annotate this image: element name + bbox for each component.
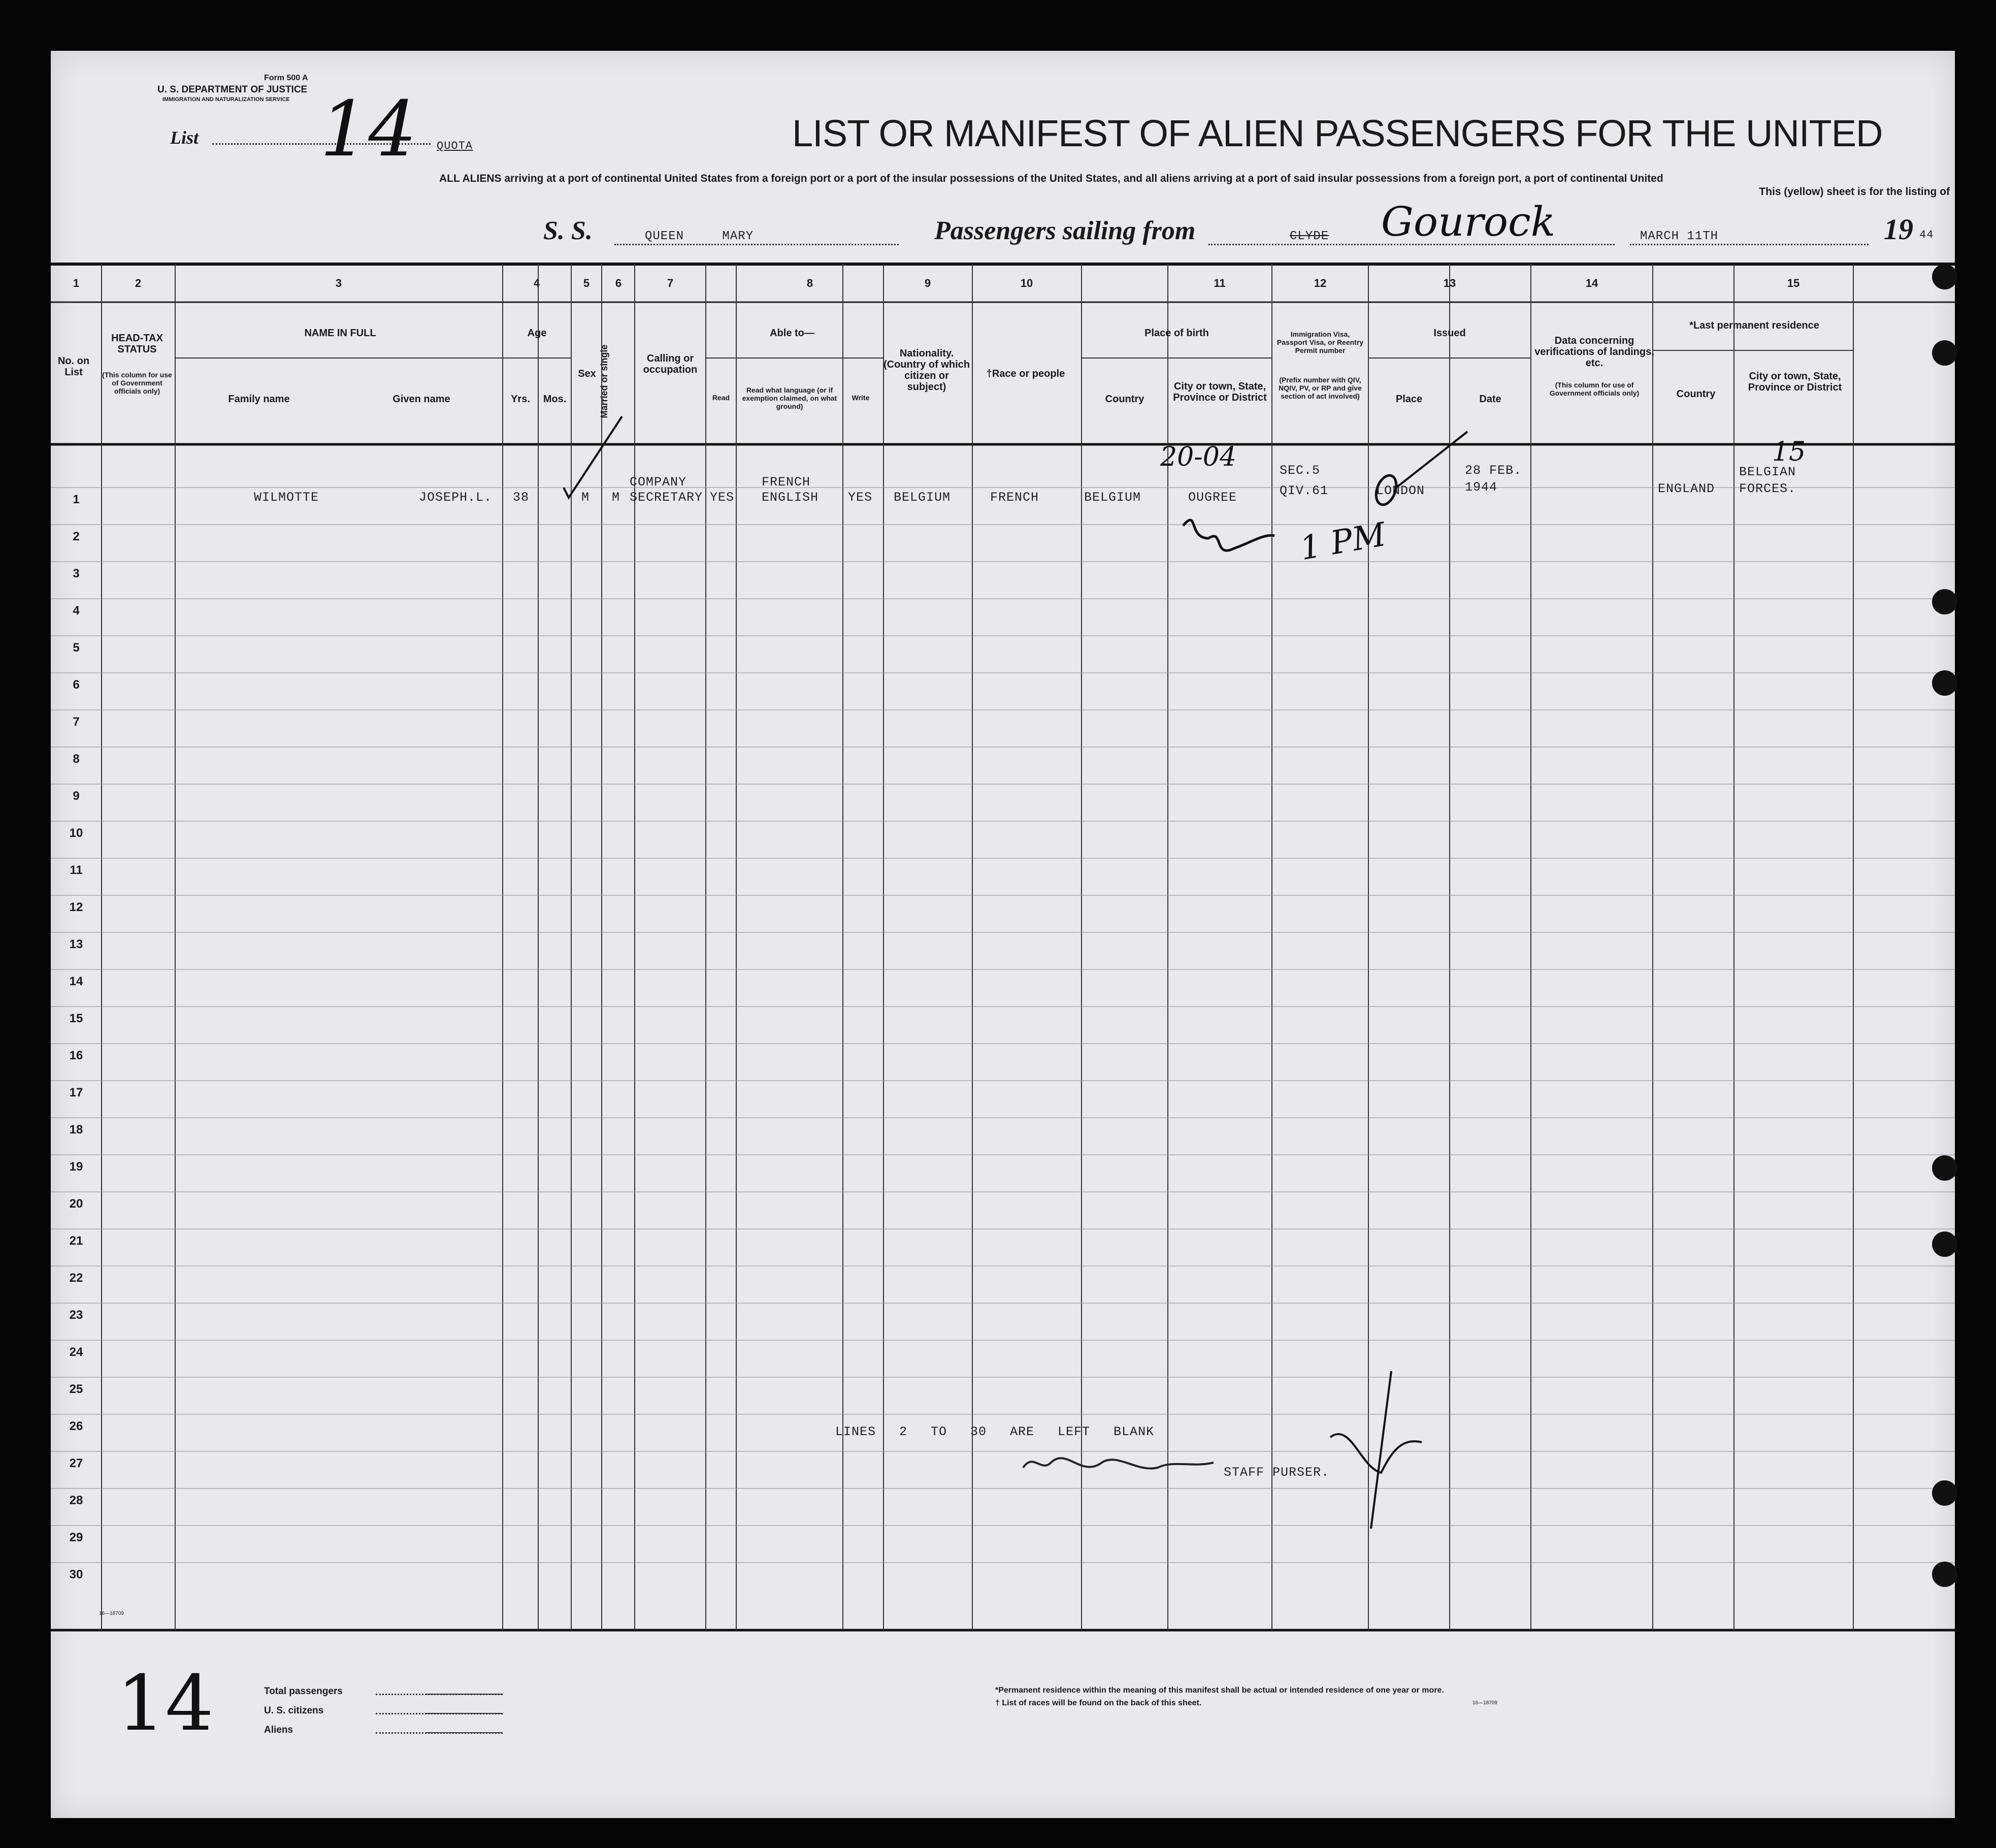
entry-lr-city-2: FORCES. <box>1739 481 1796 496</box>
entry-lr-country: ENGLAND <box>1658 481 1715 496</box>
entry-age-years: 38 <box>513 490 530 505</box>
footer-us-citizens: U. S. citizens <box>264 1705 324 1716</box>
port-struck: CLYDE <box>1290 230 1329 243</box>
header-calling: Calling or occupation <box>643 353 698 375</box>
bottom-list-number-handwritten: 14 <box>117 1660 214 1748</box>
row-number: 19 <box>69 1160 83 1174</box>
signature-scribble-icon <box>1183 520 1274 550</box>
year-prefix: 19 <box>1884 213 1913 246</box>
header-family-name: Family name <box>228 394 290 405</box>
punch-hole <box>1932 1480 1957 1506</box>
header-sex: Sex <box>578 368 596 379</box>
initials-handwritten: 1 PM <box>1297 515 1389 568</box>
header-lr-country: Country <box>1676 388 1716 400</box>
quota-label: QUOTA <box>437 140 473 152</box>
sailing-date: MARCH 11TH <box>1640 230 1719 243</box>
header-data-concerning: Data concerning verifications of landings, etc. <box>1534 335 1654 369</box>
entry-write: YES <box>848 490 873 505</box>
column-number: 11 <box>1214 277 1226 289</box>
entry-birth-country: BELGIUM <box>1084 490 1141 505</box>
footer-aliens: Aliens <box>264 1725 293 1735</box>
row-number: 18 <box>69 1123 83 1137</box>
entry-sex: M <box>581 490 590 505</box>
checkmark-icon <box>564 416 622 498</box>
footer-line-1 <box>427 1694 503 1695</box>
entry-language-1: FRENCH <box>762 475 811 490</box>
row-number: 14 <box>69 975 83 988</box>
punch-hole <box>1932 1155 1957 1181</box>
list-number-handwritten: 14 <box>320 85 417 174</box>
punch-hole <box>1932 1562 1957 1587</box>
purser-signature-mark-icon <box>1330 1371 1422 1529</box>
header-age-mos: Mos. <box>543 394 567 405</box>
row-number: 17 <box>69 1086 83 1099</box>
column-number: 8 <box>806 277 813 289</box>
header-write: Write <box>852 394 870 402</box>
header-married: Married or single <box>599 344 609 418</box>
column-number: 5 <box>583 277 590 289</box>
header-head-tax: HEAD-TAX STATUS <box>111 333 163 355</box>
ship-name: QUEEN MARY <box>645 230 754 243</box>
column-number: 9 <box>924 277 931 289</box>
row-number: 30 <box>69 1568 83 1581</box>
header-head-tax-note: (This column for use of Government officials only) <box>102 371 172 395</box>
list-label: List <box>170 127 199 148</box>
manifest-sheet <box>51 51 1955 1818</box>
row-number: 5 <box>73 641 80 655</box>
punch-hole <box>1932 589 1957 614</box>
entry-married: M <box>612 490 620 505</box>
port-handwritten: Gourock <box>1381 198 1556 245</box>
row-number: 10 <box>69 826 83 840</box>
row-number: 24 <box>69 1345 83 1359</box>
row-number: 28 <box>69 1494 83 1507</box>
row-number: 13 <box>69 937 83 951</box>
form-number: Form 500 A <box>264 74 308 82</box>
circle-mark-icon <box>1372 473 1400 508</box>
entry-nationality: BELGIUM <box>894 490 951 505</box>
row-number: 20 <box>69 1197 83 1211</box>
footer-print-code: 16—18709 <box>1473 1700 1497 1706</box>
header-visa-note: (Prefix number with QIV, NQIV, PV, or RP and give section of act involved) <box>1279 376 1362 400</box>
header-age-yrs: Yrs. <box>511 394 530 405</box>
column-number: 2 <box>135 277 142 289</box>
service-name: IMMIGRATION AND NATURALIZATION SERVICE <box>162 96 290 103</box>
header-name-in-full: NAME IN FULL <box>304 328 376 339</box>
row-number: 27 <box>69 1456 83 1470</box>
header-issued: Issued <box>1433 328 1466 339</box>
row-number: 1 <box>73 493 80 506</box>
entry-given-name: JOSEPH.L. <box>419 490 493 505</box>
footer-note-races: † List of races will be found on the back of this sheet. <box>995 1699 1202 1707</box>
header-issued-date: Date <box>1479 394 1501 405</box>
entry-issued-date-1: 28 FEB. <box>1465 463 1522 478</box>
footer-line-2 <box>427 1713 503 1714</box>
sailing-label: Passengers sailing from <box>934 216 1196 245</box>
row-number: 3 <box>73 567 80 580</box>
column-number: 3 <box>335 277 342 289</box>
entry-read: YES <box>710 490 735 505</box>
header-place-of-birth: Place of birth <box>1144 328 1209 339</box>
blank-lines-note: LINES 2 TO 30 ARE LEFT BLANK <box>835 1424 1155 1439</box>
entry-issued-date-2: 1944 <box>1465 480 1498 495</box>
column-number: 14 <box>1585 277 1598 289</box>
year-suffix: 44 <box>1919 229 1934 241</box>
row-number: 16 <box>69 1049 83 1062</box>
row-number: 25 <box>69 1382 83 1396</box>
entry-visa-2: QIV.61 <box>1280 483 1329 498</box>
row-number: 2 <box>73 530 80 543</box>
row-number: 26 <box>69 1419 83 1433</box>
punch-hole <box>1932 1231 1957 1257</box>
header-read: Read <box>712 394 730 402</box>
header-no-on-list: No. on List <box>57 355 90 378</box>
instruction-text: ALL ALIENS arriving at a port of continental United States from a foreign port or a port of the insular possessions of the United States, and all aliens arriving at a port of said insular possessions from a foreign port, a port of continental United <box>439 173 1663 184</box>
row-number: 29 <box>69 1531 83 1544</box>
lr-note-handwritten: 15 <box>1772 437 1806 467</box>
row-number: 11 <box>70 863 83 877</box>
handwriting-strokes <box>51 51 1955 1818</box>
row-number: 23 <box>69 1308 83 1322</box>
column-number: 1 <box>73 277 80 289</box>
entry-family-name: WILMOTTE <box>254 490 319 505</box>
header-visa: Immigration Visa, Passport Visa, or Reentry Permit number <box>1277 330 1364 354</box>
footer-total-passengers: Total passengers <box>264 1686 343 1697</box>
footer-note-residence: *Permanent residence within the meaning of this manifest shall be actual or intended residence of one year or more. <box>995 1686 1444 1695</box>
column-number: 7 <box>667 277 674 289</box>
punch-hole <box>1932 264 1957 289</box>
entry-occupation-1: COMPANY <box>630 475 687 490</box>
header-lr-city: City or town, State, Province or District <box>1748 371 1842 393</box>
punch-hole <box>1932 670 1957 696</box>
header-data-note: (This column for use of Government officials only) <box>1549 381 1640 397</box>
header-birth-city: City or town, State, Province or District <box>1173 381 1267 403</box>
column-number: 12 <box>1314 277 1327 289</box>
row-number: 12 <box>69 900 83 914</box>
row-number: 9 <box>73 789 80 803</box>
entry-birth-city: OUGREE <box>1188 490 1237 505</box>
row-number: 21 <box>69 1234 83 1248</box>
header-age: Age <box>527 328 547 339</box>
slash-mark-icon <box>1396 432 1467 488</box>
entry-issued-place: LONDON <box>1376 483 1425 498</box>
entry-lr-city-1: BELGIAN <box>1739 465 1796 479</box>
column-number: 13 <box>1443 277 1456 289</box>
header-birth-country: Country <box>1105 394 1144 405</box>
department-name: U. S. DEPARTMENT OF JUSTICE <box>157 84 308 95</box>
entry-language-2: ENGLISH <box>762 490 819 505</box>
column-number: 6 <box>615 277 622 289</box>
entry-occupation-2: SECRETARY <box>630 490 703 505</box>
row-number: 15 <box>69 1012 83 1025</box>
entry-race: FRENCH <box>990 490 1039 505</box>
row-number: 6 <box>73 678 80 692</box>
row-number: 22 <box>69 1271 83 1285</box>
row-number: 4 <box>73 604 80 618</box>
column-number: 15 <box>1787 277 1800 289</box>
table-print-code: 16—18709 <box>99 1611 124 1616</box>
column-number: 10 <box>1020 277 1033 289</box>
ss-label: S. S. <box>543 216 593 245</box>
header-able-to: Able to— <box>770 328 814 339</box>
row-number: 8 <box>73 752 80 766</box>
column-number: 4 <box>533 277 540 289</box>
purser-signature-icon <box>1023 1458 1214 1468</box>
header-nationality: Nationality. (Country of which citizen or subject) <box>884 348 970 393</box>
entry-visa-1: SEC.5 <box>1280 463 1321 478</box>
header-last-residence: *Last permanent residence <box>1689 320 1819 331</box>
footer-line-3 <box>427 1732 503 1733</box>
header-read-language: Read what language (or if exemption claimed, on what ground) <box>742 386 837 410</box>
row-number: 7 <box>73 715 80 729</box>
staff-purser-label: STAFF PURSER. <box>1224 1465 1330 1480</box>
header-issued-place: Place <box>1395 394 1423 405</box>
manifest-title: LIST OR MANIFEST OF ALIEN PASSENGERS FOR THE UNITED <box>792 112 1883 154</box>
header-given-name: Given name <box>392 394 450 405</box>
punch-hole <box>1932 340 1957 366</box>
header-race: †Race or people <box>986 368 1065 379</box>
birth-note-handwritten: 20-04 <box>1160 442 1236 472</box>
instruction-text-2: This (yellow) sheet is for the listing of <box>1759 186 1950 198</box>
